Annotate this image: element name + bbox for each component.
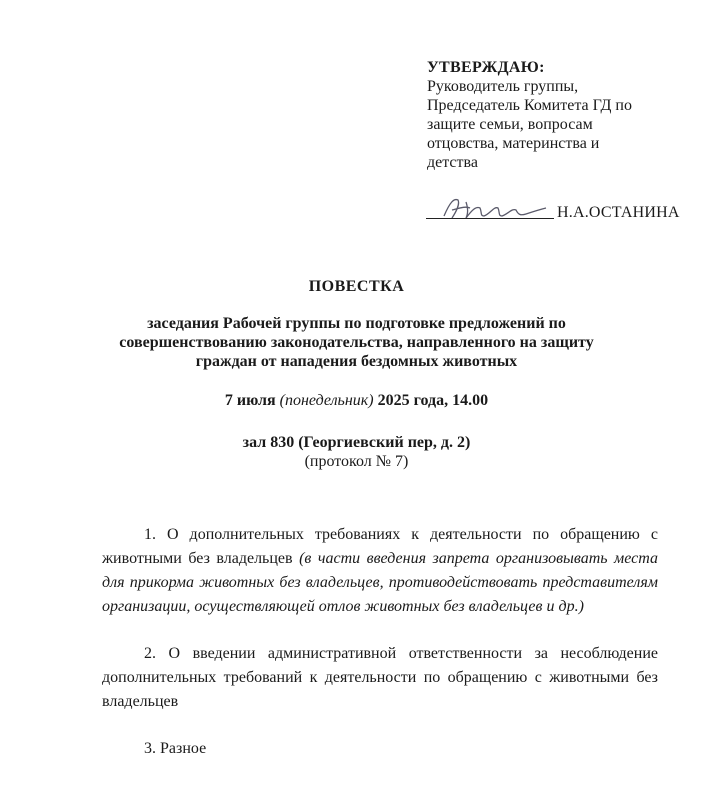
meeting-date <box>0 392 713 410</box>
approval-line: защите семьи, вопросам <box>427 116 593 133</box>
approval-line: детства <box>427 154 478 171</box>
item-number: 1. <box>144 526 156 543</box>
item-text: О дополнительных требованиях к деятельности по обращению с животными без владельцев <box>102 526 658 567</box>
meeting-room: зал 830 (Георгиевский пер, д. 2) <box>242 434 471 451</box>
agenda-subtitle <box>0 314 713 371</box>
agenda-item <box>102 523 658 619</box>
agenda-items <box>102 523 658 761</box>
subtitle-line: граждан от нападения бездомных животных <box>195 353 518 370</box>
subtitle-line: совершенствованию законодательства, направленного на защиту <box>119 334 594 351</box>
agenda-item <box>102 737 658 761</box>
date-weekday: (понедельник) <box>279 392 374 409</box>
item-number: 3. <box>144 740 156 757</box>
item-text: О введении административной ответственности за несоблюдение дополнительных требований к деятельности по обращению с животными без владельцев <box>102 645 658 710</box>
protocol-number: (протокол № 7) <box>304 453 409 470</box>
subtitle-line: заседания Рабочей группы по подготовке предложений по <box>147 315 566 332</box>
item-number: 2. <box>144 645 156 662</box>
approval-line: отцовства, материнства и <box>427 135 600 152</box>
signer-name: Н.А.ОСТАНИНА <box>557 204 680 221</box>
agenda-item <box>102 642 658 714</box>
signature-line <box>426 218 554 219</box>
date-prefix: 7 июля <box>224 392 280 409</box>
date-suffix: 2025 года, 14.00 <box>373 392 489 409</box>
approval-line: Председатель Комитета ГД по <box>427 97 632 114</box>
approval-line: Руководитель группы, <box>427 78 579 95</box>
item-italic-note: (в части введения запрета организовывать места для прикорма животных без владельцев, противодействовать представителям организации, осуществляющей отлов животных без владельцев и др.) <box>102 550 659 615</box>
item-text: Разное <box>156 740 207 757</box>
signature-row <box>424 196 704 226</box>
agenda-title: ПОВЕСТКА <box>308 278 405 295</box>
approval-block <box>427 58 697 172</box>
approval-title: УТВЕРЖДАЮ: <box>427 59 545 76</box>
